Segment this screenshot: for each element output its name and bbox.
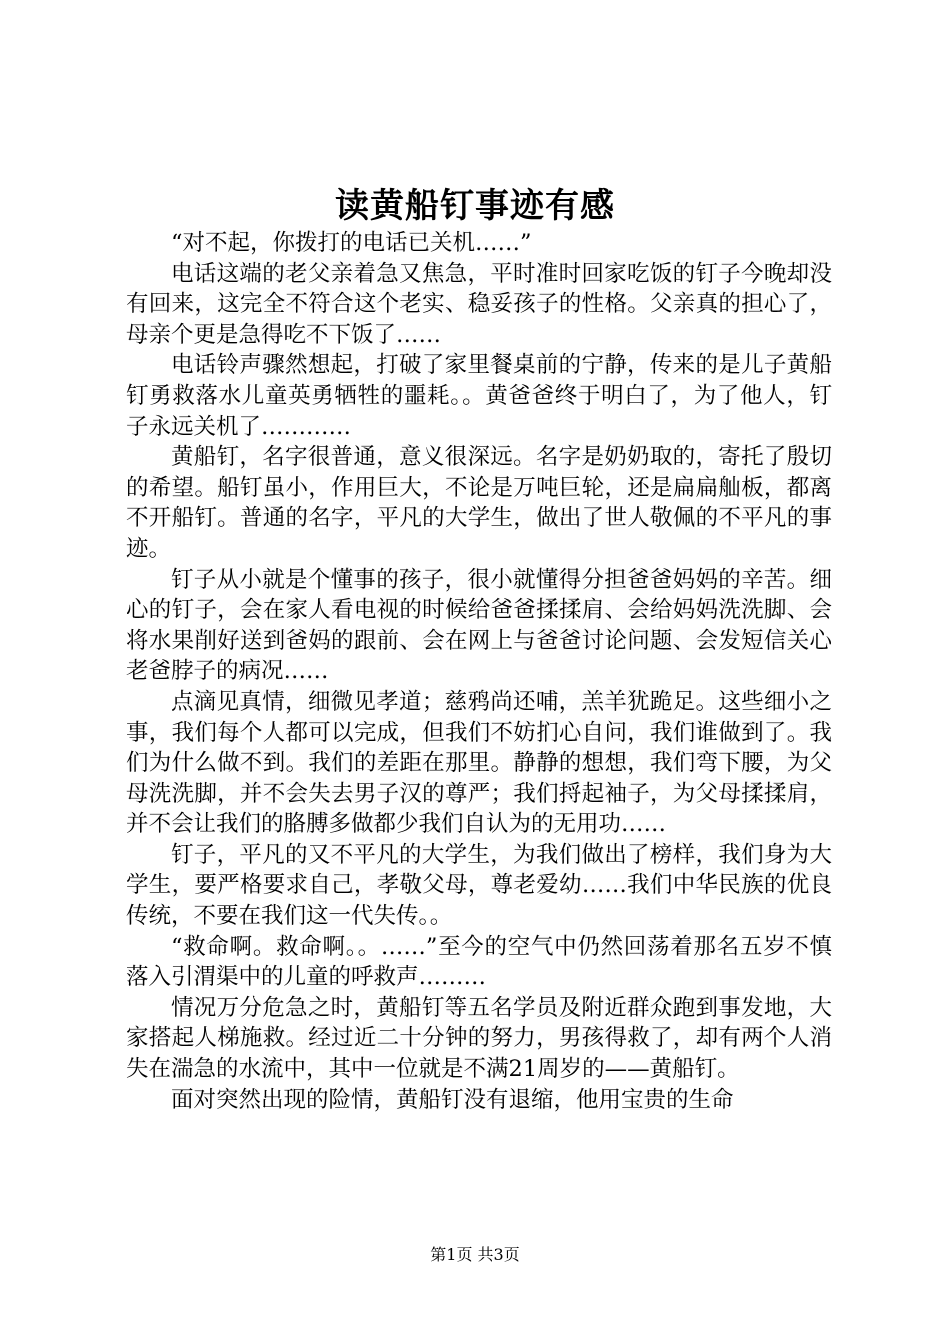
paragraph-4: 黄船钉，名字很普通，意义很深远。名字是奶奶取的，寄托了殷切的希望。船钉虽小，作用巨大，不论是万吨巨轮，还是扁扁舢板，都离不开船钉。普通的名字，平凡的大学生，做出了世人敬佩的不平凡的事迹。 <box>126 444 832 562</box>
paragraph-8: “救命啊。救命啊。。……”至今的空气中仍然回荡着那名五岁不慎落入引渭渠中的儿童的呼救声……… <box>126 933 832 991</box>
paragraph-1: “对不起，你拨打的电话已关机……” <box>171 230 532 256</box>
paragraph-7: 钉子，平凡的又不平凡的大学生，为我们做出了榜样，我们身为大学生，要严格要求自己，孝敬父母，尊老爱幼……我们中华民族的优良传统，不要在我们这一代失传。。 <box>126 841 832 930</box>
document-body <box>126 228 832 1115</box>
paragraph-5: 钉子从小就是个懂事的孩子，很小就懂得分担爸爸妈妈的辛苦。细心的钉子，会在家人看电视的时候给爸爸揉揉肩、会给妈妈洗洗脚、会将水果削好送到爸妈的跟前、会在网上与爸爸讨论问题、会发短信关心老爸脖子的病况…… <box>126 566 832 685</box>
paragraph-9: 情况万分危急之时，黄船钉等五名学员及附近群众跑到事发地，大家搭起人梯施救。经过近二十分钟的努力，男孩得救了，却有两个人消失在湍急的水流中，其中一位就是不满21周岁的——黄船钉。 <box>126 994 832 1083</box>
paragraph-6: 点滴见真情，细微见孝道；慈鸦尚还哺，羔羊犹跪足。这些细小之事，我们每个人都可以完成，但我们不妨扪心自问，我们谁做到了。我们为什么做不到。我们的差距在那里。静静的想想，我们弯下腰，为父母洗洗脚，并不会失去男子汉的尊严；我们捋起袖子，为父母揉揉肩，并不会让我们的胳膊多做都少我们自认为的无用功…… <box>126 688 832 838</box>
page-number-footer: 第1页 共3页 <box>430 1245 520 1264</box>
paragraph-2: 电话这端的老父亲着急又焦急，平时准时回家吃饭的钉子今晚却没有回来，这完全不符合这个老实、稳妥孩子的性格。父亲真的担心了，母亲个更是急得吃不下饭了…… <box>126 260 832 348</box>
document-title: 读黄船钉事迹有感 <box>335 186 615 226</box>
paragraph-3: 电话铃声骤然想起，打破了家里餐桌前的宁静，传来的是儿子黄船钉勇救落水儿童英勇牺牲的噩耗。。黄爸爸终于明白了，为了他人，钉子永远关机了………… <box>126 352 832 440</box>
paragraph-10: 面对突然出现的险情，黄船钉没有退缩，他用宝贵的生命 <box>171 1086 734 1113</box>
